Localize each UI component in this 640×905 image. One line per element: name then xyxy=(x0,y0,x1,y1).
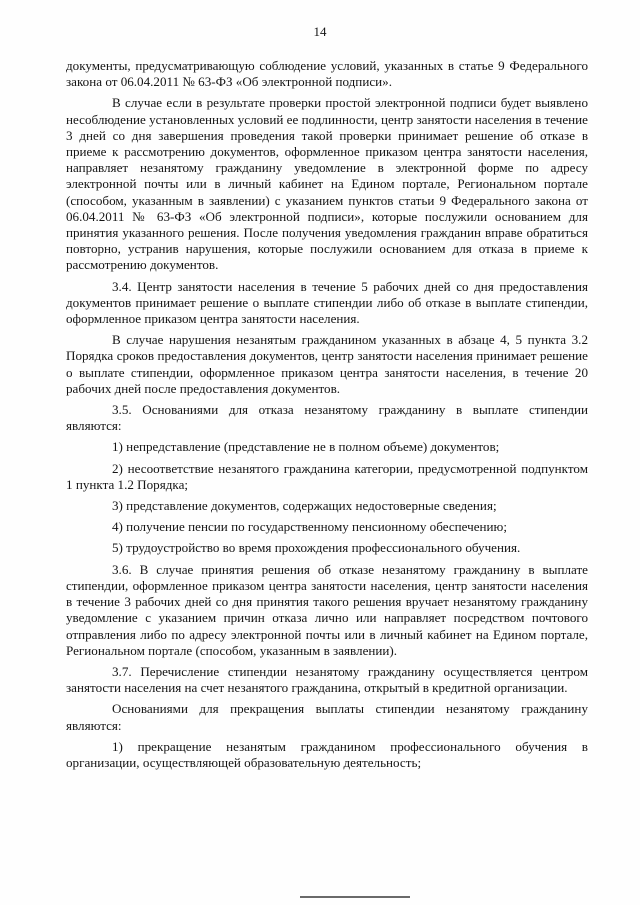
paragraph: В случае если в результате проверки простой электронной подписи будет выявлено несоблюдение установленных условий ее подлинности, центр занятости населения в течение 3 дней со дня завершения проведения такой проверки принимает решение об отказе в приеме к рассмотрению документов, оформленное приказом центра занятости населения, направляет незанятому гражданину уведомление в электронной форме по адресу электронной почты или в личный кабинет на Едином портале, Региональном портале (способом, указанным в заявлении) с указанием пунктов статьи 9 Федерального закона от 06.04.2011 № 63-ФЗ «Об электронной подписи», которые послужили основанием для принятия указанного решения. После получения уведомления гражданин вправе обратиться повторно, устранив нарушения, которые послужили основанием для отказа в приеме к рассмотрению документов. xyxy=(66,95,588,273)
paragraph: документы, предусматривающую соблюдение условий, указанных в статье 9 Федерального закона от 06.04.2011 № 63-ФЗ «Об электронной подписи». xyxy=(66,58,588,90)
paragraph: 4) получение пенсии по государственному пенсионному обеспечению; xyxy=(112,519,507,535)
paragraph: 3.4. Центр занятости населения в течение 5 рабочих дней со дня предоставления документов принимает решение о выплате стипендии либо об отказе в выплате стипендии, оформленное приказом центра занятости населения. xyxy=(66,278,588,327)
paragraph: 1) прекращение незанятым гражданином профессионального обучения в организации, осуществляющей образовательную деятельность; xyxy=(66,738,588,770)
paragraph: 5) трудоустройство во время прохождения профессионального обучения. xyxy=(112,540,521,556)
document-body xyxy=(66,58,588,771)
scan-artifact-line xyxy=(300,896,410,898)
paragraph: 2) несоответствие незанятого гражданина категории, предусмотренной подпунктом 1 пункта 1.2 Порядка; xyxy=(66,460,588,492)
paragraph: 3) представление документов, содержащих недостоверные сведения; xyxy=(112,498,497,514)
paragraph: 3.7. Перечисление стипендии незанятому гражданину осуществляется центром занятости населения на счет незанятого гражданина, открытый в кредитной организации. xyxy=(66,663,588,696)
paragraph: В случае нарушения незанятым гражданином указанных в абзаце 4, 5 пункта 3.2 Порядка сроков предоставления документов, центр занятости населения принимает решение о выплате стипендии, оформленное приказом центра занятости населения, в течение 20 рабочих дней после предоставления документов. xyxy=(66,332,588,396)
paragraph: 1) непредставление (представление не в полном объеме) документов; xyxy=(112,439,500,455)
page-number: 14 xyxy=(313,24,327,39)
paragraph: 3.6. В случае принятия решения об отказе незанятому гражданину в выплате стипендии, оформленное приказом центра занятости населения, центр занятости населения в течение 3 рабочих дней со дня принятия такого решения вручает незанятому гражданину уведомление с указанием причин отказа лично или направляет посредством почтового отправления либо по адресу электронной почты или в личный кабинет на Едином портале, Региональном портале (способом, указанным в заявлении). xyxy=(66,561,588,658)
paragraph: 3.5. Основаниями для отказа незанятому гражданину в выплате стипендии являются: xyxy=(66,402,588,434)
paragraph: Основаниями для прекращения выплаты стипендии незанятому гражданину являются: xyxy=(66,701,588,733)
